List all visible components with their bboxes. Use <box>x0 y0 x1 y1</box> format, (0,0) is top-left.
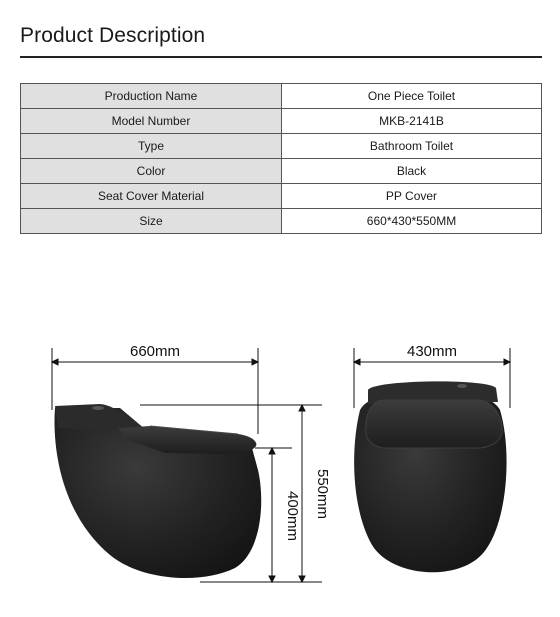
spec-value: PP Cover <box>282 184 542 209</box>
front-width-label: 430mm <box>406 343 458 360</box>
table-row <box>21 209 542 234</box>
spec-value: Bathroom Toilet <box>282 134 542 159</box>
front-view-toilet <box>354 381 506 572</box>
spec-label: Color <box>21 159 282 184</box>
spec-label: Production Name <box>21 84 282 109</box>
table-row <box>21 134 542 159</box>
table-row <box>21 84 542 109</box>
spec-label: Model Number <box>21 109 282 134</box>
spec-value: One Piece Toilet <box>282 84 542 109</box>
table-row <box>21 109 542 134</box>
spec-label: Type <box>21 134 282 159</box>
front-flush-button-icon <box>457 384 467 388</box>
spec-value: Black <box>282 159 542 184</box>
spec-label: Seat Cover Material <box>21 184 282 209</box>
page-title: Product Description <box>20 24 206 47</box>
flush-button-icon <box>92 406 104 410</box>
side-width-label: 660mm <box>129 343 181 360</box>
spec-value: MKB-2141B <box>282 109 542 134</box>
front-view-lid <box>366 400 503 448</box>
total-height-label: 550mm <box>314 468 331 520</box>
bowl-height-label: 400mm <box>284 490 301 542</box>
spec-label: Size <box>21 209 282 234</box>
spec-table <box>20 83 542 234</box>
title-divider <box>20 56 542 58</box>
spec-value: 660*430*550MM <box>282 209 542 234</box>
table-row <box>21 184 542 209</box>
table-row <box>21 159 542 184</box>
side-view-toilet <box>55 404 262 578</box>
dimension-drawings <box>0 330 560 610</box>
